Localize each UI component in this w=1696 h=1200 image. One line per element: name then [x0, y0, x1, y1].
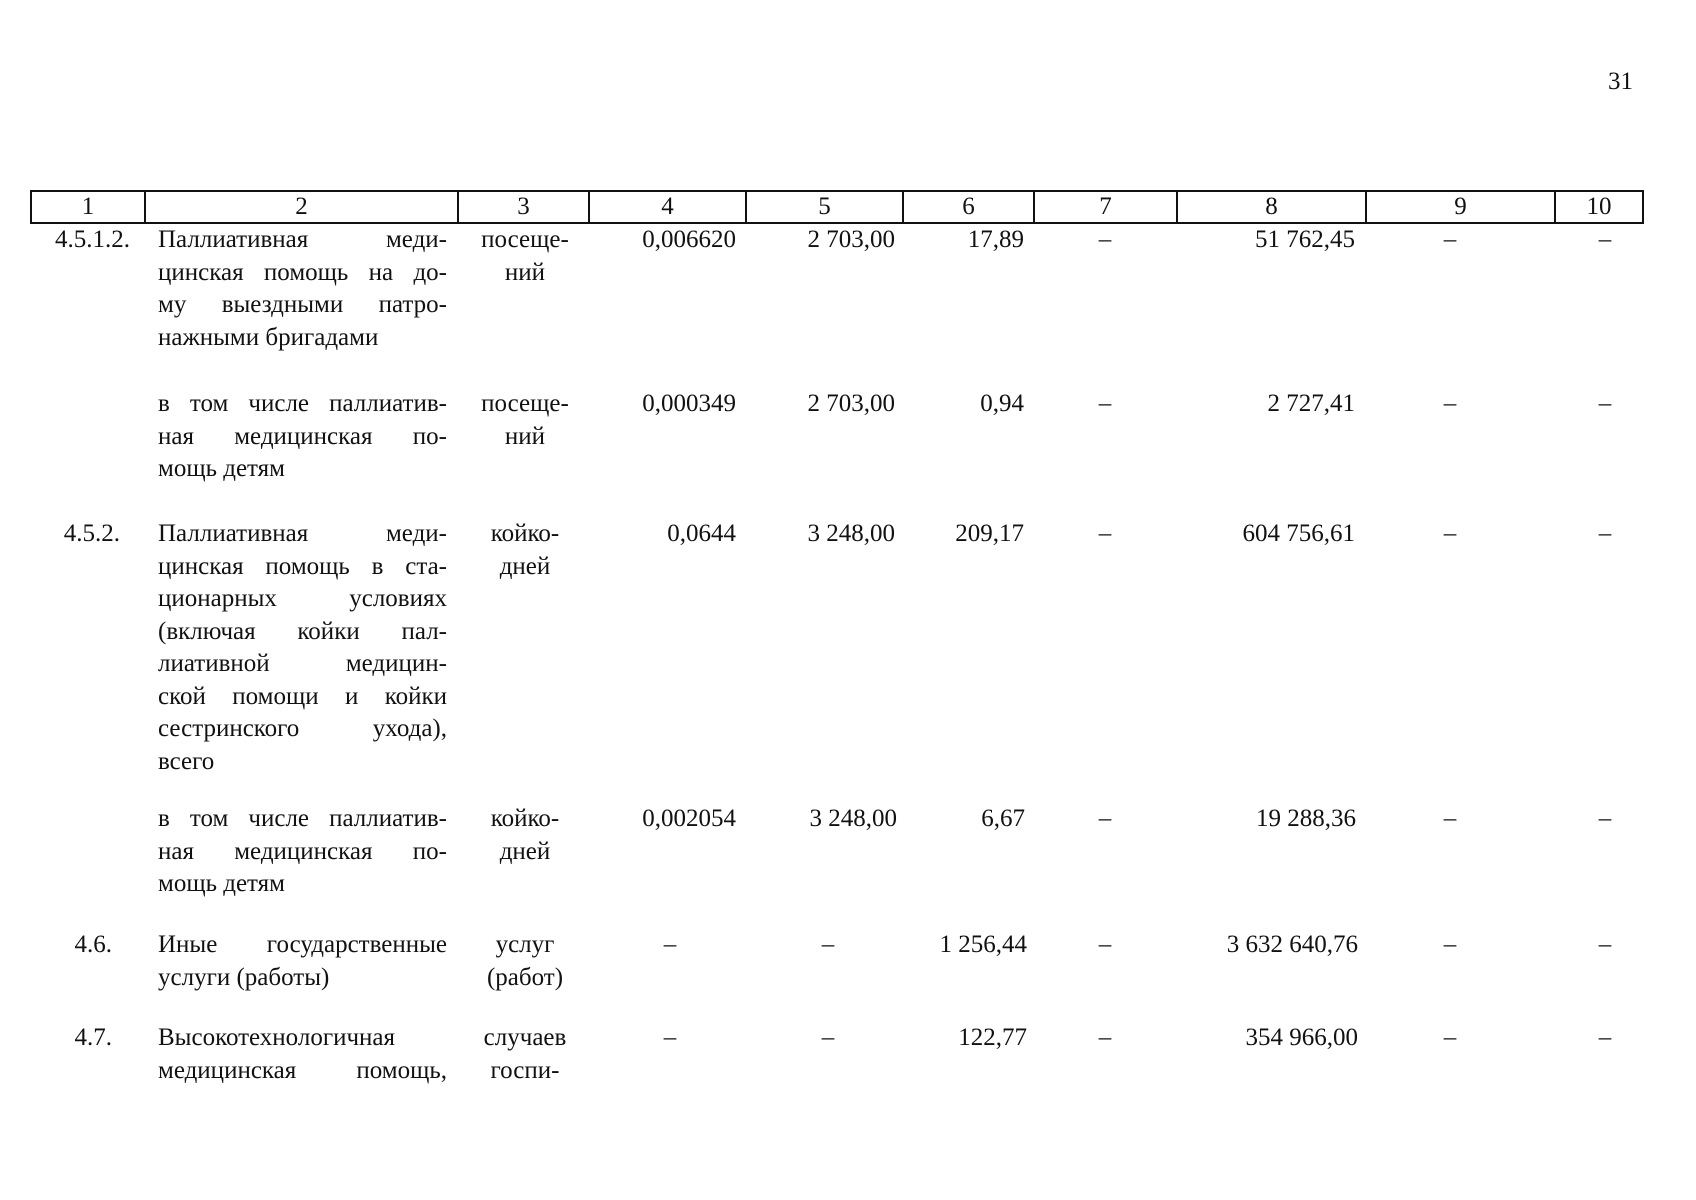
row-col-5: – [821, 931, 835, 958]
row-unit: койко- дней [490, 520, 560, 580]
header-col-1: 1 [32, 192, 146, 222]
row-col-4: 0,002054 [642, 805, 736, 832]
row-col-8: 19 288,36 [1256, 805, 1356, 832]
row-code: 4.5.1.2. [55, 226, 130, 253]
row-code: 4.7. [74, 1024, 112, 1051]
row-col-7: – [1098, 226, 1112, 253]
row-col-6: 209,17 [955, 520, 1024, 547]
row-col-9: – [1443, 226, 1457, 253]
header-col-7: 7 [1035, 192, 1178, 222]
header-col-10: 10 [1586, 193, 1612, 220]
header-col-8: 8 [1178, 192, 1367, 222]
header-col-2: 2 [146, 192, 459, 222]
row-col-9: – [1443, 520, 1457, 547]
row-col-7: – [1098, 931, 1112, 958]
row-unit: услуг (работ) [486, 931, 564, 991]
row-col-5: 3 248,00 [809, 805, 897, 832]
row-col-10: – [1598, 805, 1612, 832]
row-col-5: 3 248,00 [807, 520, 895, 547]
row-col-10: – [1598, 1024, 1612, 1051]
row-col-9: – [1443, 805, 1457, 832]
row-col-9: – [1443, 931, 1457, 958]
row-code: 4.6. [74, 931, 112, 958]
row-col-4: 0,000349 [642, 390, 736, 417]
header-col-6: 6 [904, 192, 1035, 222]
row-col-9: – [1443, 390, 1457, 417]
row-name: в том числе паллиатив- ная медицинская по- мощь детям [158, 390, 447, 482]
row-name: Паллиативная меди- цинская помощь в ста- ционарных условиях (включая койки пал- лиативной медицин- ской помощи и койки сестринского ухода), всего [158, 520, 447, 775]
header-col-4: 4 [590, 192, 747, 222]
row-col-4: – [663, 1024, 677, 1051]
row-col-8: 3 632 640,76 [1226, 931, 1358, 958]
row-unit: посеще- ний [481, 226, 569, 286]
table-header [30, 190, 1644, 224]
page-number: 31 [1608, 68, 1633, 95]
row-col-6: 0,94 [980, 390, 1024, 417]
row-col-6: 1 256,44 [939, 931, 1027, 958]
row-col-7: – [1098, 390, 1112, 417]
row-col-6: 17,89 [967, 226, 1024, 253]
header-col-3: 3 [459, 192, 590, 222]
row-col-5: – [821, 1024, 835, 1051]
row-col-4: 0,006620 [642, 226, 736, 253]
row-name: Паллиативная меди- цинская помощь на до- му выездными патро- нажными бригадами [158, 226, 447, 351]
row-col-8: 51 762,45 [1255, 226, 1355, 253]
row-col-9: – [1443, 1024, 1457, 1051]
row-col-6: 6,67 [981, 805, 1025, 832]
row-unit: койко- дней [490, 805, 560, 865]
row-col-4: 0,0644 [667, 520, 736, 547]
row-name: Иные государственные услуги (работы) [158, 931, 447, 991]
row-col-5: 2 703,00 [807, 226, 895, 253]
row-col-7: – [1098, 805, 1112, 832]
row-unit: посеще- ний [481, 390, 569, 450]
row-col-10: – [1598, 226, 1612, 253]
row-col-4: – [663, 931, 677, 958]
row-col-8: 354 966,00 [1245, 1024, 1358, 1051]
row-col-10: – [1598, 931, 1612, 958]
row-col-7: – [1098, 520, 1112, 547]
row-name: в том числе паллиатив- ная медицинская по- мощь детям [158, 805, 447, 897]
row-col-8: 604 756,61 [1242, 520, 1355, 547]
row-col-10: – [1598, 520, 1612, 547]
row-col-5: 2 703,00 [807, 390, 895, 417]
row-col-8: 2 727,41 [1267, 390, 1355, 417]
row-code: 4.5.2. [63, 520, 120, 547]
row-col-10: – [1598, 390, 1612, 417]
header-col-9: 9 [1367, 192, 1556, 222]
row-name: Высокотехнологичная медицинская помощь, [158, 1024, 447, 1084]
row-unit: случаев госпи- [483, 1024, 567, 1084]
row-col-6: 122,77 [958, 1024, 1027, 1051]
row-col-7: – [1098, 1024, 1112, 1051]
header-col-5: 5 [747, 192, 904, 222]
